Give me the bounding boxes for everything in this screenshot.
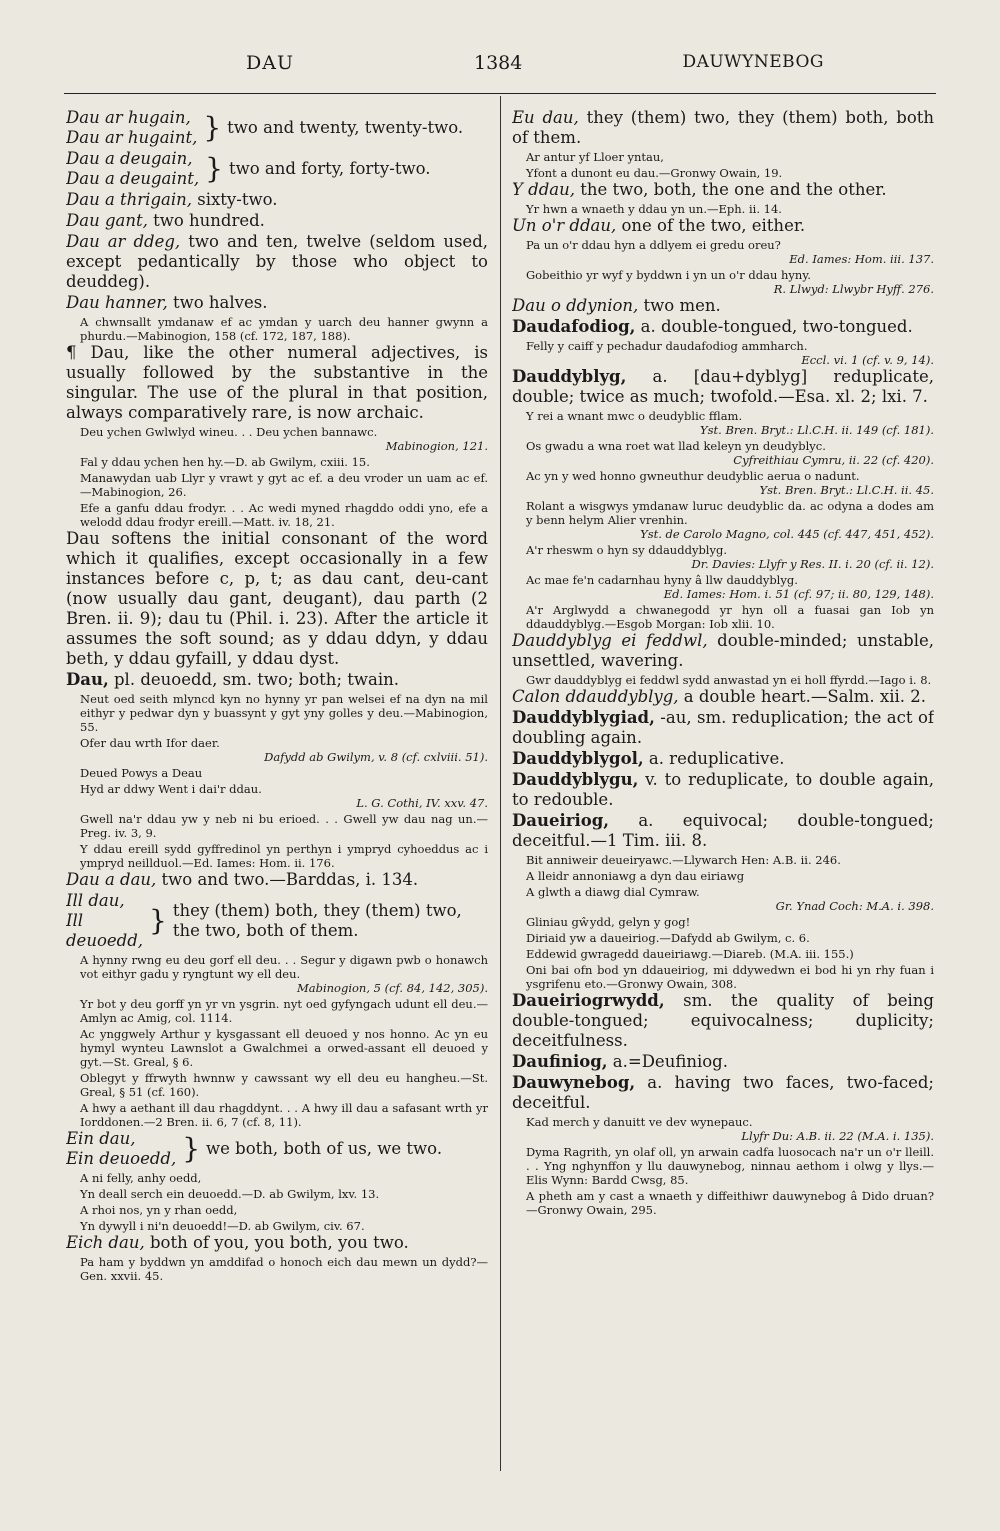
subentry-term: Dau a thrigain, <box>66 190 192 209</box>
citation: A'r rheswm o hyn sy ddauddyblyg. <box>526 543 727 557</box>
subentry <box>66 293 488 313</box>
entry-definition: two men. <box>638 296 721 315</box>
brace-entry <box>66 1129 488 1169</box>
headword: Daueiriogrwydd, <box>512 991 665 1010</box>
header-left-guideword: DAU <box>246 52 294 74</box>
citation: Felly y caiff y pechadur daudafodiog ammharch. <box>526 339 808 353</box>
citation-source: Mabinogion, 121. <box>385 439 488 453</box>
subentry <box>512 687 934 707</box>
subentry-term: Eu dau, <box>512 108 579 127</box>
citation: A'r Arglwydd a chwanegodd yr hyn oll a fuasai gan Iob yn ddauddyblyg.—Esgob Morgan: Iob xlii. 10. <box>526 603 934 631</box>
header-right-guideword: DAUWYNEBOG <box>682 52 824 72</box>
entry-term: Ill deuoedd, <box>66 911 144 950</box>
subentry <box>512 108 934 148</box>
citation-source: Eccl. vi. 1 (cf. v. 9, 14). <box>801 353 934 367</box>
citation: A hynny rwng eu deu gorf ell deu. . . Segur y digawn pwb o honawch vot eithyr gadu y ryngtunt wy ell deu. <box>80 953 488 981</box>
entry-definition: we both, both of us, we two. <box>206 1139 443 1158</box>
citation-source: R. Llwyd: Llwybr Hyff. 276. <box>773 282 934 296</box>
entry-term: Dau a deugaint, <box>66 169 200 188</box>
headword-entry <box>512 1073 934 1113</box>
headword: Dauddyblygiad, <box>512 708 655 727</box>
subentry-term: Dauddyblyg ei feddwl, <box>512 631 708 650</box>
headword-entry <box>512 367 934 407</box>
citation: Fal y ddau ychen hen hy.—D. ab Gwilym, cxiii. 15. <box>80 455 370 469</box>
citation: Ac ynggwely Arthur y kysgassant ell deuoed y nos honno. Ac yn eu hymyl wynteu Lawnslot a Gwalchmei a orwed-assant ell deuoed y gyt.—St. Greal, § 6. <box>80 1027 488 1069</box>
citation: Ar antur yf Lloer yntau, <box>526 150 664 164</box>
entry-definition: a. equivocal; double-tongued; deceitful.—1 Tim. iii. 8. <box>512 811 934 850</box>
citation: Yn dywyll i ni'n deuoedd!—D. ab Gwilym, civ. 67. <box>80 1219 365 1233</box>
headword: Dauwynebog, <box>512 1073 636 1092</box>
entry-definition: a.=Deufiniog. <box>607 1052 728 1071</box>
entry-definition: they (them) two, they (them) both, both of them. <box>512 108 934 147</box>
subentry <box>512 180 934 200</box>
brace-icon: } <box>205 152 223 185</box>
citation: A glwth a diawg dial Cymraw. <box>526 885 700 899</box>
citation: Hyd ar ddwy Went i dai'r ddau. <box>80 782 262 796</box>
citation: Bit anniweir deueiryawc.—Llywarch Hen: A.B. ii. 246. <box>526 853 841 867</box>
citation: Gwr dauddyblyg ei feddwl sydd anwastad yn ei holl ffyrdd.—Iago i. 8. <box>526 673 932 687</box>
entry-term: Dau a deugain, <box>66 149 193 168</box>
headword-entry <box>512 317 934 337</box>
entry-definition: a. double-tongued, two-tongued. <box>635 317 913 336</box>
citation: Efe a ganfu ddau frodyr. . . Ac wedi myned rhagddo oddi yno, efe a welodd ddau frodyr ereill.—Matt. iv. 18, 21. <box>80 501 488 529</box>
entry-definition: two and two.—Barddas, i. 134. <box>156 870 419 889</box>
citation: Yr bot y deu gorff yn yr vn ysgrin. nyt oed gyfyngach udunt ell deu.—Amlyn ac Amig, col. 1114. <box>80 997 488 1025</box>
usage-note: Dau softens the initial consonant of the word which it qualifies, except occasionally in a few instances before c, p, t; as dau cant, deu-cant (now usually dau gant, deugant), dau parth (2 Bren. ii. 9); dau tu (Phil. i. 23). After the article it assumes the soft sound; as y ddau ddyn, y ddau beth, y ddau gyfaill, y ddau dyst. <box>66 529 488 668</box>
headword-entry <box>512 708 934 748</box>
headword: Dauddyblygu, <box>512 770 639 789</box>
entry-definition: a. [dau+dyblyg] reduplicate, double; twice as much; twofold.—Esa. xl. 2; lxi. 7. <box>512 367 934 406</box>
entry-definition: sixty-two. <box>192 190 278 209</box>
citation: Rolant a wisgwys ymdanaw luruc deudyblic da. ac odyna a dodes am y benn helym Alier vrenhin. <box>526 499 934 527</box>
entry-definition: sm. the quality of being double-tongued; equivocalness; duplicity; deceitfulness. <box>512 991 934 1050</box>
headword: Dauddyblygol, <box>512 749 644 768</box>
entry-definition: the two, both, the one and the other. <box>574 180 887 199</box>
brace-icon: } <box>203 111 222 144</box>
brace-entry <box>66 108 488 148</box>
entry-definition: a. reduplicative. <box>643 749 785 768</box>
entry-term: Dau ar hugain, <box>66 108 191 127</box>
brace-icon: } <box>149 904 167 937</box>
headword-entry <box>512 749 934 769</box>
subentry <box>66 1233 488 1253</box>
citation-source: Yst. Bren. Bryt.: Ll.C.H. ii. 45. <box>759 483 934 497</box>
subentry-term: Dau a dau, <box>66 870 157 889</box>
citation: A hwy a aethant ill dau rhagddynt. . . A hwy ill dau a safasant wrth yr Iorddonen.—2 Bren. ii. 6, 7 (cf. 8, 11). <box>80 1101 488 1129</box>
citation: Yfont a dunont eu dau.—Gronwy Owain, 19. <box>526 166 783 180</box>
entry-definition: pl. deuoedd, sm. two; both; twain. <box>108 670 399 689</box>
citation-source: Cyfreithiau Cymru, ii. 22 (cf. 420). <box>733 453 934 467</box>
subentry <box>512 631 934 671</box>
brace-icon: } <box>182 1132 201 1165</box>
entry-definition: -au, sm. reduplication; the act of doubling again. <box>512 708 934 747</box>
entry-definition: two and forty, forty-two. <box>228 159 431 178</box>
entry-definition: two hundred. <box>147 211 265 230</box>
entry-definition: two and ten, twelve (seldom used, except pedantically by those who object to deuddeg). <box>66 232 488 291</box>
headword: Daudafodiog, <box>512 317 636 336</box>
citation-source: Dr. Davies: Llyfr y Res. II. i. 20 (cf. ii. 12). <box>691 557 934 571</box>
header-rule <box>64 93 936 94</box>
subentry <box>66 870 488 890</box>
citation-source: Dafydd ab Gwilym, v. 8 (cf. cxlviii. 51). <box>264 750 488 764</box>
citation: Manawydan uab Llyr y vrawt y gyt ac ef. a deu vroder un uam ac ef.—Mabinogion, 26. <box>80 471 488 499</box>
citation: A chwnsallt ymdanaw ef ac ymdan y uarch deu hanner gwynn a phurdu.—Mabinogion, 158 (cf. 172, 187, 188). <box>80 315 488 343</box>
headword-entry <box>512 991 934 1051</box>
entry-term: Dau ar hugaint, <box>66 128 198 147</box>
headword: Daufiniog, <box>512 1052 608 1071</box>
entry-definition: a. having two faces, two-faced; deceitful. <box>512 1073 934 1112</box>
subentry-term: Dau ar ddeg, <box>66 232 181 251</box>
citation: A rhoi nos, yn y rhan oedd, <box>80 1203 238 1217</box>
headword-entry <box>66 670 488 690</box>
citation-source: Mabinogion, 5 (cf. 84, 142, 305). <box>296 981 488 995</box>
citation-source: Gr. Ynad Coch: M.A. i. 398. <box>775 899 934 913</box>
headword: Daueiriog, <box>512 811 610 830</box>
subentry-term: Dau gant, <box>66 211 148 230</box>
subentry <box>66 211 488 231</box>
headword-entry <box>512 811 934 851</box>
brace-terms <box>66 1129 176 1169</box>
running-header <box>66 52 934 84</box>
left-column <box>66 108 488 1460</box>
citation: Gobeithio yr wyf y byddwn i yn un o'r ddau hyny. <box>526 268 811 282</box>
citation: Y ddau ereill sydd gyffredinol yn perthyn i ympryd cyhoeddus ac i ympryd neillduol.—Ed. Iames: Hom. ii. 176. <box>80 842 488 870</box>
citation-source: Ed. Iames: Hom. i. 51 (cf. 97; ii. 80, 129, 148). <box>663 587 934 601</box>
subentry <box>66 232 488 292</box>
citation-source: Llyfr Du: A.B. ii. 22 (M.A. i. 135). <box>741 1129 934 1143</box>
brace-terms <box>66 149 199 189</box>
headword: Dauddyblyg, <box>512 367 627 386</box>
citation-source: Ed. Iames: Hom. iii. 137. <box>789 252 934 266</box>
citation: Neut oed seith mlyncd kyn no hynny yr pan welsei ef na dyn na mil eithyr y pedwar dyn y buassynt y gyt yny golles y deu.—Mabinogion, 55. <box>80 692 488 734</box>
citation: Deued Powys a Deau <box>80 766 203 780</box>
right-column <box>512 108 934 1460</box>
citation: Ac yn y wed honno gwneuthur deudyblic aerua o nadunt. <box>526 469 860 483</box>
entry-definition: two halves. <box>167 293 268 312</box>
subentry-term: Dau hanner, <box>66 293 168 312</box>
citation: Pa ham y byddwn yn amddifad o honoch eich dau mewn un dydd?—Gen. xxvii. 45. <box>80 1255 488 1283</box>
citation: Dyma Ragrith, yn olaf oll, yn arwain cadfa luosocach na'r un o'r lleill. . . Yng nghynffon y llu dauwynebog, ninnau aethom i olwg y llys.—Elis Wynn: Bardd Cwsg, 85. <box>526 1145 934 1187</box>
entry-term: Ein deuoedd, <box>66 1149 177 1168</box>
citation: A ni felly, anhy oedd, <box>80 1171 202 1185</box>
headword-entry <box>512 770 934 810</box>
subentry-term: Dau o ddynion, <box>512 296 639 315</box>
entry-definition: a double heart.—Salm. xii. 2. <box>678 687 926 706</box>
entry-definition: double-minded; unstable, unsettled, wavering. <box>512 631 934 670</box>
subentry <box>512 216 934 236</box>
citation: Yn deall serch ein deuoedd.—D. ab Gwilym, lxv. 13. <box>80 1187 380 1201</box>
subentry <box>512 296 934 316</box>
citation: Ofer dau wrth Ifor daer. <box>80 736 220 750</box>
citation: Gwell na'r ddau yw y neb ni bu erioed. . . Gwell yw dau nag un.—Preg. iv. 3, 9. <box>80 812 488 840</box>
subentry-term: Un o'r ddau, <box>512 216 617 235</box>
citation: Kad merch y danuitt ve dev wynepauc. <box>526 1115 753 1129</box>
citation: Oblegyt y ffrwyth hwnnw y cawssant wy ell deu eu hangheu.—St. Greal, § 51 (cf. 160). <box>80 1071 488 1099</box>
citation: Diriaid yw a daueiriog.—Dafydd ab Gwilym, c. 6. <box>526 931 810 945</box>
citation: Oni bai ofn bod yn ddaueiriog, mi ddywedwn ei bod hi yn rhy fuan i ysgrifenu eto.—Gronwy Owain, 308. <box>526 963 934 991</box>
citation-source: Yst. de Carolo Magno, col. 445 (cf. 447, 451, 452). <box>640 527 934 541</box>
citation: Pa un o'r ddau hyn a ddlyem ei gredu oreu? <box>526 238 781 252</box>
citation: Ac mae fe'n cadarnhau hyny â llw dauddyblyg. <box>526 573 798 587</box>
citation: A lleidr annoniawg a dyn dau eiriawg <box>526 869 745 883</box>
entry-definition: they (them) both, they (them) two, the two, both of them. <box>172 901 462 940</box>
entry-definition: both of you, you both, you two. <box>144 1233 409 1252</box>
citation: Yr hwn a wnaeth y ddau yn un.—Eph. ii. 14. <box>526 202 782 216</box>
entry-definition: v. to reduplicate, to double again, to redouble. <box>512 770 934 809</box>
column-divider <box>500 96 501 1471</box>
entry-term: Ein dau, <box>66 1129 136 1148</box>
subentry-term: Calon ddauddyblyg, <box>512 687 679 706</box>
citation: Deu ychen Gwlwlyd wineu. . . Deu ychen bannawc. <box>80 425 378 439</box>
subentry-term: Eich dau, <box>66 1233 145 1252</box>
subentry <box>66 190 488 210</box>
citation-source: Yst. Bren. Bryt.: Ll.C.H. ii. 149 (cf. 181). <box>700 423 934 437</box>
entry-definition: two and twenty, twenty-two. <box>227 118 464 137</box>
headword: Dau, <box>66 670 109 689</box>
brace-terms <box>66 891 143 951</box>
page-number: 1384 <box>474 52 523 74</box>
subentry-term: Y ddau, <box>512 180 575 199</box>
entry-definition: one of the two, either. <box>616 216 806 235</box>
citation: Gliniau gŵydd, gelyn y gog! <box>526 915 691 929</box>
citation: A pheth am y cast a wnaeth y diffeithiwr dauwynebog â Dido druan?—Gronwy Owain, 295. <box>526 1189 934 1217</box>
brace-entry <box>66 891 488 951</box>
citation: Eddewid gwragedd daueiriawg.—Diareb. (M.A. iii. 155.) <box>526 947 854 961</box>
brace-entry <box>66 149 488 189</box>
brace-terms <box>66 108 197 148</box>
headword-entry <box>512 1052 934 1072</box>
entry-term: Ill dau, <box>66 891 125 910</box>
citation: Os gwadu a wna roet wat llad keleyn yn deudyblyc. <box>526 439 826 453</box>
citation-source: L. G. Cothi, IV. xxv. 47. <box>356 796 488 810</box>
usage-note: ¶ Dau, like the other numeral adjectives, is usually followed by the substantive in the singular. The use of the plural in that position, always comparatively rare, is now archaic. <box>66 343 488 422</box>
citation: Y rei a wnant mwc o deudyblic fflam. <box>526 409 743 423</box>
